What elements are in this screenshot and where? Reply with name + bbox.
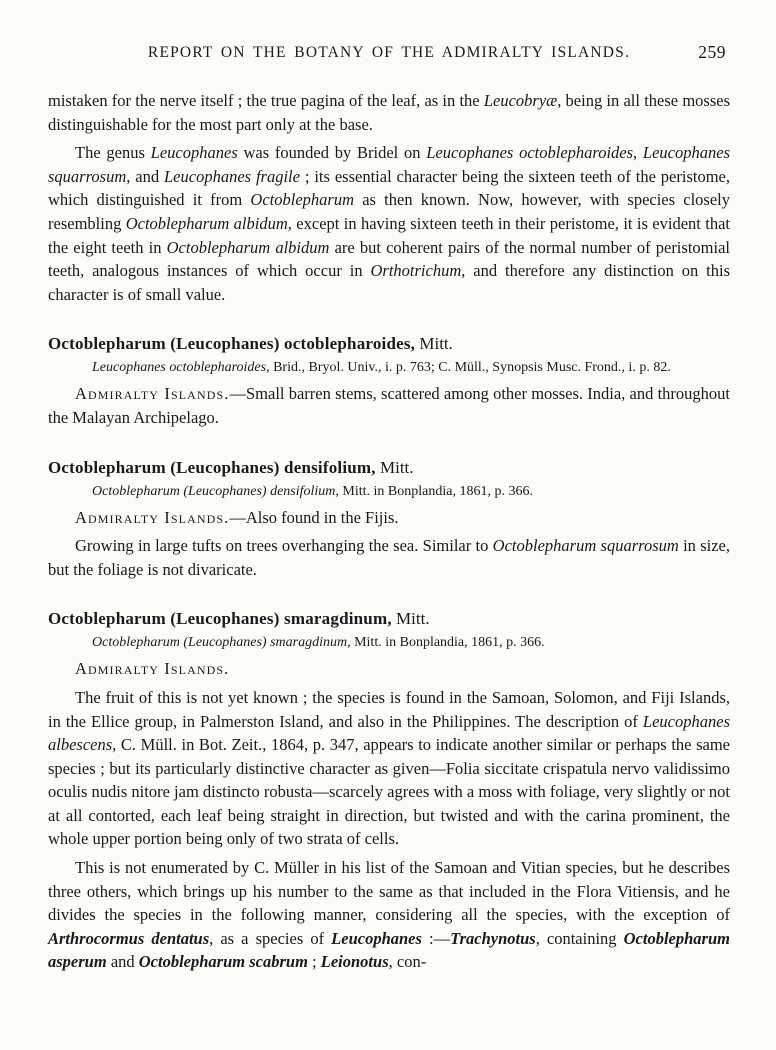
page-number: 259 — [698, 42, 726, 62]
paragraph-smaragdinum-locality: Admiralty Islands. — [75, 659, 230, 679]
species-heading-smaragdinum: Octoblepharum (Leucophanes) smaragdinum, Mitt. — [48, 609, 430, 629]
running-head-title: REPORT ON THE BOTANY OF THE ADMIRALTY ISLANDS. — [147, 44, 631, 61]
citation-octoblepharoides: Leucophanes octoblepharoides, Brid., Bryol. Univ., i. p. 763; C. Müll., Synopsis Musc. Frond., i. p. 82. — [92, 360, 671, 376]
citation-smaragdinum: Octoblepharum (Leucophanes) smaragdinum, Mitt. in Bonplandia, 1861, p. 366. — [92, 635, 545, 651]
species-heading-densifolium: Octoblepharum (Leucophanes) densifolium, Mitt. — [48, 457, 414, 477]
paragraph-leucobryae-continuation: mistaken for the nerve itself ; the true pagina of the leaf, as in the Leucobryæ, being in all these mosses distinguishable for the most part only at the base. — [48, 91, 730, 134]
citation-densifolium: Octoblepharum (Leucophanes) densifolium, Mitt. in Bonplandia, 1861, p. 366. — [92, 483, 533, 499]
paragraph-genus-leucophanes: The genus Leucophanes was founded by Bridel on Leucophanes octoblepharoides, Leucophanes squarrosum, and Leucophanes fragile ; its essential character being the sixteen teeth of the peristome, which distinguished it from Octoblepharum as then known. Now, however, with species closely resembling Octoblepharum albidum, except in having sixteen teeth in their peristome, it is evident that the eight teeth in Octoblepharum albidum are but coherent pairs of the normal number of peristomial teeth, analogous instances of which occur in Orthotrichum, and therefore any distinction on this character is of small value. — [48, 143, 731, 304]
paragraph-muller-classification: This is not enumerated by C. Müller in his list of the Samoan and Vitian species, but he describes three others, which brings up his number to the same as that included in the Flora Vitiensis, and he divides the species in the following manner, considering all the species, with the exception of Arthrocormus dentatus, as a species of Leucophanes :—Trachynotus, containing Octoblepharum asperum and Octoblepharum scabrum ; Leionotus, con- — [48, 858, 730, 972]
paragraph-octoblepharoides-distribution: Admiralty Islands.—Small barren stems, scattered among other mosses. India, and throughout the Malayan Archipelago. — [48, 384, 730, 427]
running-head — [48, 44, 730, 64]
species-heading-octoblepharoides: Octoblepharum (Leucophanes) octoblepharoides, Mitt. — [48, 334, 453, 354]
paragraph-smaragdinum-description: The fruit of this is not yet known ; the species is found in the Samoan, Solomon, and Fiji Islands, in the Ellice group, in Palmerston Island, and also in the Philippines. The description of Leucophanes albescens, C. Müll. in Bot. Zeit., 1864, p. 347, appears to indicate another similar or perhaps the same species ; but its particularly distinctive character as given—Folia siccitate crispatula nervo validissimo oculis nudis nitore jam distincto robusta—scarcely agrees with a moss with foliage, very slightly or not at all contorted, each leaf being straight in direction, but twisted and with the carina prominent, the whole upper portion being only of two strata of cells. — [48, 687, 730, 849]
paragraph-densifolium-locality: Admiralty Islands.—Also found in the Fijis. — [75, 507, 399, 527]
paragraph-densifolium-description: Growing in large tufts on trees overhanging the sea. Similar to Octoblepharum squarrosum in size, but the foliage is not divaricate. — [48, 536, 730, 579]
